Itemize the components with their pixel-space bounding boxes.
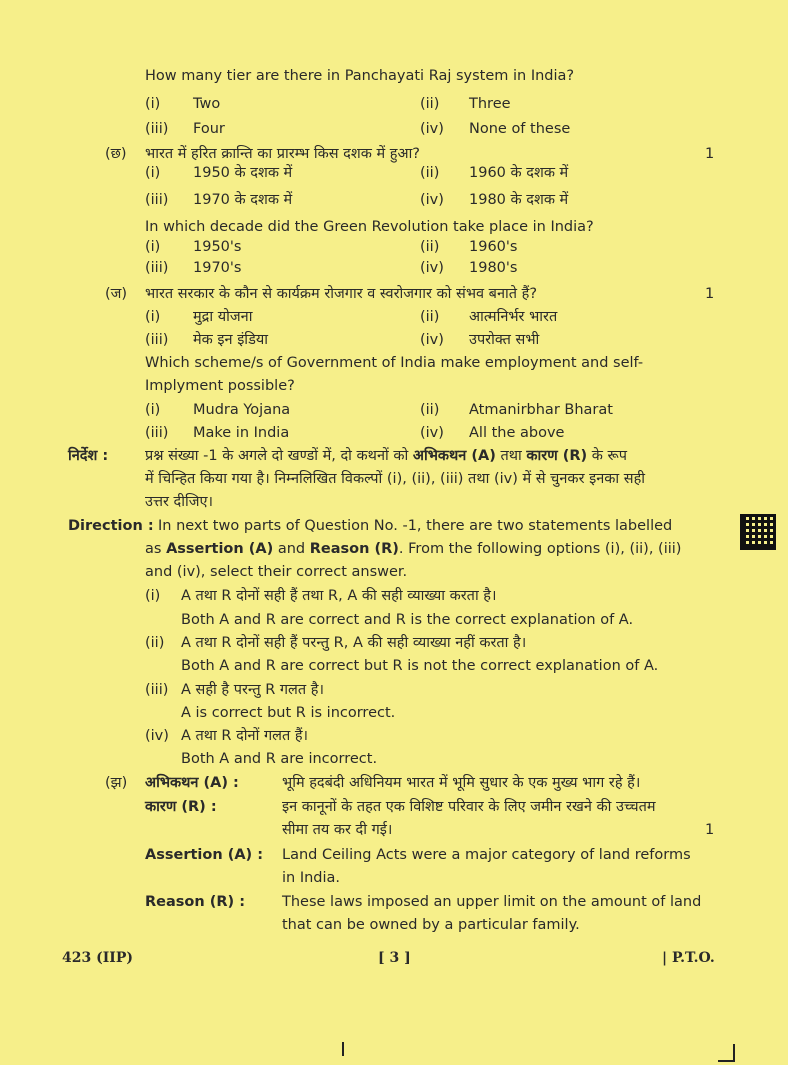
text-run: तथा [495,448,527,464]
marks: 1 [705,286,715,302]
question-text-hindi: भारत सरकार के कौन से कार्यक्रम रोजगार व स्वरोजगार को संभव बनाते हैं? [145,286,538,302]
text-run-bold: Assertion (A) [166,541,274,557]
option-number: (ii) [420,309,440,325]
marks: 1 [705,822,715,838]
nirdesh-line-2: में चिन्हित किया गया है। निम्नलिखित विकल्पों (i), (ii), (iii) तथा (iv) में से चुनकर इनका सही [145,471,646,487]
option-text: Mudra Yojana [193,402,291,418]
option-number: (iv) [420,425,444,441]
question-text: Which scheme/s of Government of India make employment and self- [145,355,644,371]
direction-label: Direction : [68,518,154,534]
option-text: 1970's [193,260,242,276]
option-text: 1950 के दशक में [193,165,293,181]
reason-text-hindi: सीमा तय कर दी गई। [282,822,393,838]
text-run-bold: Reason (R) [309,541,399,557]
option-number: (ii) [420,96,440,112]
option-text-hindi: A तथा R दोनों सही हैं तथा R, A की सही व्याख्या करता है। [181,588,497,604]
option-text: Both A and R are correct but R is not the correct explanation of A. [181,658,659,674]
option-text: Atmanirbhar Bharat [469,402,613,418]
option-text-hindi: A तथा R दोनों सही हैं परन्तु R, A की सही व्याख्या नहीं करता है। [181,635,527,651]
reason-label: Reason (R) : [145,894,246,910]
reason-text: that can be owned by a particular family. [282,917,580,933]
question-text-hindi: भारत में हरित क्रान्ति का प्रारम्भ किस दशक में हुआ? [145,146,420,162]
option-number: (i) [145,402,161,418]
text-run: as [145,541,167,557]
option-text-hindi: A तथा R दोनों गलत हैं। [181,728,309,744]
option-number: (i) [145,165,161,181]
option-number: (ii) [420,239,440,255]
option-text: 1980's [469,260,518,276]
question-text: Implyment possible? [145,378,295,394]
option-number: (iv) [420,192,444,208]
text-run: प्रश्न संख्या -1 के अगले दो खण्डों में, दो कथनों को [145,448,413,464]
question-text: How many tier are there in Panchayati Raj system in India? [145,68,575,84]
direction-line-1: In next two parts of Question No. -1, there are two statements labelled [158,518,673,534]
nirdesh-label: निर्देश : [68,448,109,464]
option-number: (ii) [420,165,440,181]
nirdesh-line-3: उत्तर दीजिए। [145,494,213,510]
option-text: A is correct but R is incorrect. [181,705,396,721]
text-run-bold: कारण (R) [526,448,588,464]
assertion-text-hindi: भूमि हदबंदी अधिनियम भारत में भूमि सुधार के एक मुख्य भाग रहे हैं। [282,775,641,791]
option-text: Make in India [193,425,290,441]
option-number: (ii) [145,635,165,651]
assertion-text: in India. [282,870,341,886]
page-number: [ 3 ] [378,950,411,966]
option-text: Both A and R are correct and R is the correct explanation of A. [181,612,634,628]
option-number: (iii) [145,682,169,698]
option-text: Four [193,121,225,137]
pto-note: | P.T.O. [662,950,715,966]
qr-code-icon [740,514,776,550]
paper-code: 423 (IIP) [62,950,133,966]
reason-label-hindi: कारण (R) : [145,799,217,815]
option-number: (i) [145,309,161,325]
question-label: (झ) [105,775,128,791]
option-number: (iii) [145,332,169,348]
option-number: (iv) [420,121,444,137]
assertion-label: Assertion (A) : [145,847,264,863]
question-label: (ज) [105,286,128,302]
option-number: (i) [145,588,161,604]
text-run-bold: अभिकथन (A) [412,448,496,464]
text-run: . From the following options (i), (ii), (iii) [398,541,682,557]
option-text-hindi: A सही है परन्तु R गलत है। [181,682,324,698]
option-text: 1960's [469,239,518,255]
option-number: (iv) [145,728,169,744]
text-run: के रूप [587,448,628,464]
option-text: मुद्रा योजना [193,309,253,325]
direction-line-3: and (iv), select their correct answer. [145,564,408,580]
option-text: 1970 के दशक में [193,192,293,208]
option-text: Three [469,96,511,112]
option-number: (iv) [420,260,444,276]
option-text: Two [193,96,221,112]
option-text: Both A and R are incorrect. [181,751,378,767]
assertion-label-hindi: अभिकथन (A) : [145,775,239,791]
option-text: 1950's [193,239,242,255]
option-number: (iii) [145,192,169,208]
option-number: (i) [145,96,161,112]
option-number: (ii) [420,402,440,418]
option-text: उपरोक्त सभी [469,332,540,348]
marks: 1 [705,146,715,162]
option-text: None of these [469,121,571,137]
option-text: All the above [469,425,565,441]
option-text: 1960 के दशक में [469,165,569,181]
option-text: 1980 के दशक में [469,192,569,208]
option-number: (i) [145,239,161,255]
reason-text: These laws imposed an upper limit on the amount of land [282,894,702,910]
option-text: मेक इन इंडिया [193,332,268,348]
option-number: (iv) [420,332,444,348]
scan-mark [718,1060,735,1062]
question-text: In which decade did the Green Revolution take place in India? [145,219,594,235]
reason-text-hindi: इन कानूनों के तहत एक विशिष्ट परिवार के लिए जमीन रखने की उच्चतम [282,799,656,815]
direction-line-2 [145,539,681,559]
nirdesh-line-1 [145,446,627,466]
option-text: आत्मनिर्भर भारत [469,309,558,325]
question-label: (छ) [105,146,127,162]
text-run: and [273,541,310,557]
option-number: (iii) [145,425,169,441]
option-number: (iii) [145,121,169,137]
option-number: (iii) [145,260,169,276]
scan-mark [342,1042,344,1056]
assertion-text: Land Ceiling Acts were a major category of land reforms [282,847,691,863]
